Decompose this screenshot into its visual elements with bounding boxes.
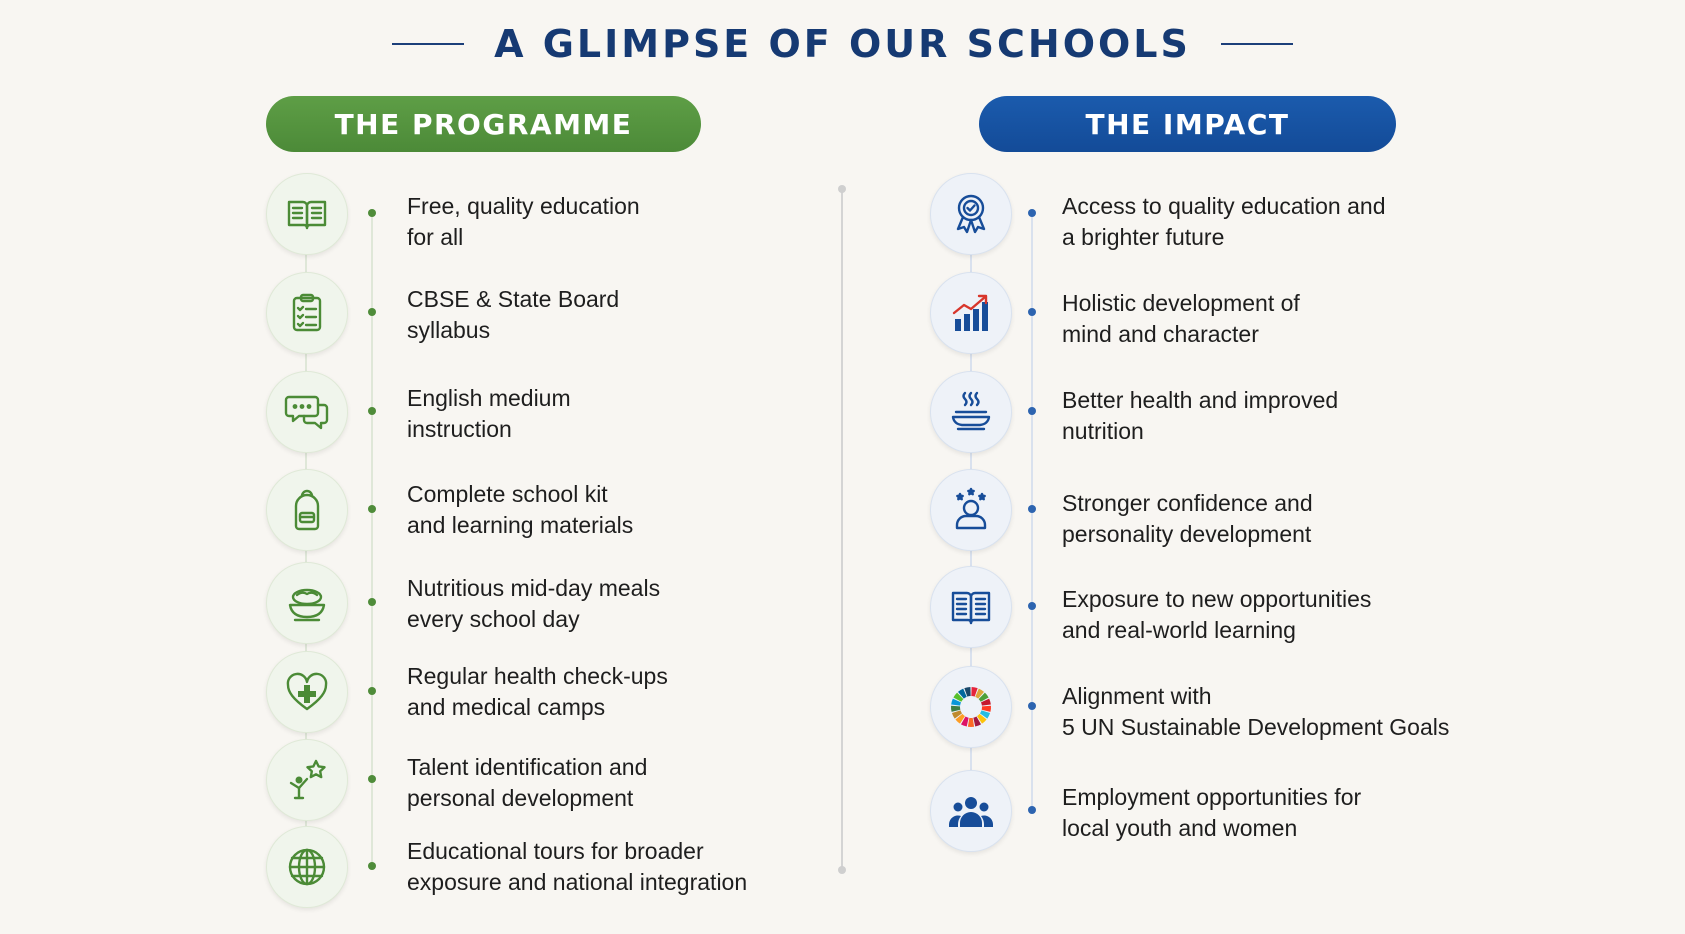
programme-item-1-line2: for all xyxy=(407,224,464,250)
impact-item-7-line1: Employment opportunities for xyxy=(1062,784,1362,810)
programme-item-4-line1: Complete school kit xyxy=(407,481,608,507)
programme-item-8 xyxy=(407,836,747,898)
book-icon xyxy=(283,190,331,238)
programme-item-2-line1: CBSE & State Board xyxy=(407,286,620,312)
impact-item-6 xyxy=(1062,681,1449,743)
sdg-wheel-segment xyxy=(968,718,974,727)
impact-item-1-line1: Access to quality education and xyxy=(1062,193,1386,219)
programme-item-icon-8 xyxy=(266,826,348,908)
programme-dot-6 xyxy=(368,687,376,695)
programme-item-2 xyxy=(407,284,619,346)
open-book-icon xyxy=(947,583,995,631)
programme-item-icon-6 xyxy=(266,651,348,733)
impact-item-icon-3 xyxy=(930,371,1012,453)
programme-item-5-line2: every school day xyxy=(407,606,580,632)
impact-dot-3 xyxy=(1028,407,1036,415)
impact-item-icon-4 xyxy=(930,469,1012,551)
impact-dot-7 xyxy=(1028,806,1036,814)
impact-item-5-line1: Exposure to new opportunities xyxy=(1062,586,1372,612)
impact-item-4-line2: personality development xyxy=(1062,521,1312,547)
clipboard-icon xyxy=(283,289,331,337)
programme-item-6-line2: and medical camps xyxy=(407,694,606,720)
programme-dot-5 xyxy=(368,598,376,606)
person-star-icon xyxy=(283,756,331,804)
impact-item-icon-5 xyxy=(930,566,1012,648)
programme-dot-1 xyxy=(368,209,376,217)
backpack-icon xyxy=(283,486,331,534)
programme-dot-4 xyxy=(368,505,376,513)
programme-item-4 xyxy=(407,479,633,541)
impact-item-icon-7 xyxy=(930,770,1012,852)
award-badge-icon xyxy=(947,190,995,238)
programme-item-icon-4 xyxy=(266,469,348,551)
programme-item-8-line2: exposure and national integration xyxy=(407,869,748,895)
confident-person-icon xyxy=(947,486,995,534)
divider-cap-top xyxy=(838,185,846,193)
impact-item-6-line1: Alignment with xyxy=(1062,683,1212,709)
impact-dot-2 xyxy=(1028,308,1036,316)
impact-item-2 xyxy=(1062,288,1300,350)
programme-item-5 xyxy=(407,573,660,635)
page-title: A GLIMPSE OF OUR SCHOOLS xyxy=(494,22,1191,66)
programme-item-3-line2: instruction xyxy=(407,416,512,442)
programme-item-icon-3 xyxy=(266,371,348,453)
impact-item-7-line2: local youth and women xyxy=(1062,815,1298,841)
page-header xyxy=(0,22,1685,66)
programme-item-3 xyxy=(407,383,571,445)
impact-item-5-line2: and real-world learning xyxy=(1062,617,1296,643)
impact-dot-5 xyxy=(1028,602,1036,610)
divider-cap-bottom xyxy=(838,866,846,874)
impact-item-6-line2: 5 UN Sustainable Development Goals xyxy=(1062,714,1450,740)
impact-dot-1 xyxy=(1028,209,1036,217)
impact-item-icon-1 xyxy=(930,173,1012,255)
programme-item-4-line2: and learning materials xyxy=(407,512,634,538)
impact-item-3-line2: nutrition xyxy=(1062,418,1144,444)
programme-heading: THE PROGRAMME xyxy=(266,96,701,152)
programme-dot-7 xyxy=(368,775,376,783)
sdg-wheel-icon xyxy=(947,683,995,731)
title-rule-left xyxy=(392,43,464,45)
impact-heading: THE IMPACT xyxy=(979,96,1396,152)
programme-item-7-line2: personal development xyxy=(407,785,634,811)
programme-item-2-line2: syllabus xyxy=(407,317,491,343)
programme-item-7 xyxy=(407,752,647,814)
impact-item-2-line1: Holistic development of xyxy=(1062,290,1300,316)
hot-meal-icon xyxy=(947,388,995,436)
growth-chart-icon xyxy=(947,289,995,337)
programme-item-6 xyxy=(407,661,668,723)
programme-item-7-line1: Talent identification and xyxy=(407,754,648,780)
meal-bowl-icon xyxy=(283,579,331,627)
impact-item-icon-6 xyxy=(930,666,1012,748)
impact-item-icon-2 xyxy=(930,272,1012,354)
programme-item-5-line1: Nutritious mid-day meals xyxy=(407,575,661,601)
title-rule-right xyxy=(1221,43,1293,45)
programme-dot-2 xyxy=(368,308,376,316)
people-group-icon xyxy=(947,787,995,835)
impact-item-4-line1: Stronger confidence and xyxy=(1062,490,1313,516)
chat-bubbles-icon xyxy=(283,388,331,436)
impact-dot-4 xyxy=(1028,505,1036,513)
programme-item-icon-2 xyxy=(266,272,348,354)
programme-item-icon-5 xyxy=(266,562,348,644)
programme-dot-8 xyxy=(368,862,376,870)
programme-item-1-line1: Free, quality education xyxy=(407,193,640,219)
center-divider xyxy=(841,188,843,870)
impact-item-3 xyxy=(1062,385,1338,447)
programme-dot-3 xyxy=(368,407,376,415)
impact-item-4 xyxy=(1062,488,1313,550)
globe-icon xyxy=(283,843,331,891)
programme-item-icon-7 xyxy=(266,739,348,821)
impact-item-5 xyxy=(1062,584,1371,646)
impact-item-2-line2: mind and character xyxy=(1062,321,1259,347)
heart-plus-icon xyxy=(283,668,331,716)
impact-item-3-line1: Better health and improved xyxy=(1062,387,1339,413)
programme-item-6-line1: Regular health check-ups xyxy=(407,663,668,689)
programme-item-3-line1: English medium xyxy=(407,385,571,411)
impact-item-1 xyxy=(1062,191,1385,253)
programme-item-8-line1: Educational tours for broader xyxy=(407,838,704,864)
impact-item-1-line2: a brighter future xyxy=(1062,224,1225,250)
impact-item-7 xyxy=(1062,782,1361,844)
impact-dot-6 xyxy=(1028,702,1036,710)
programme-item-1 xyxy=(407,191,640,253)
programme-item-icon-1 xyxy=(266,173,348,255)
